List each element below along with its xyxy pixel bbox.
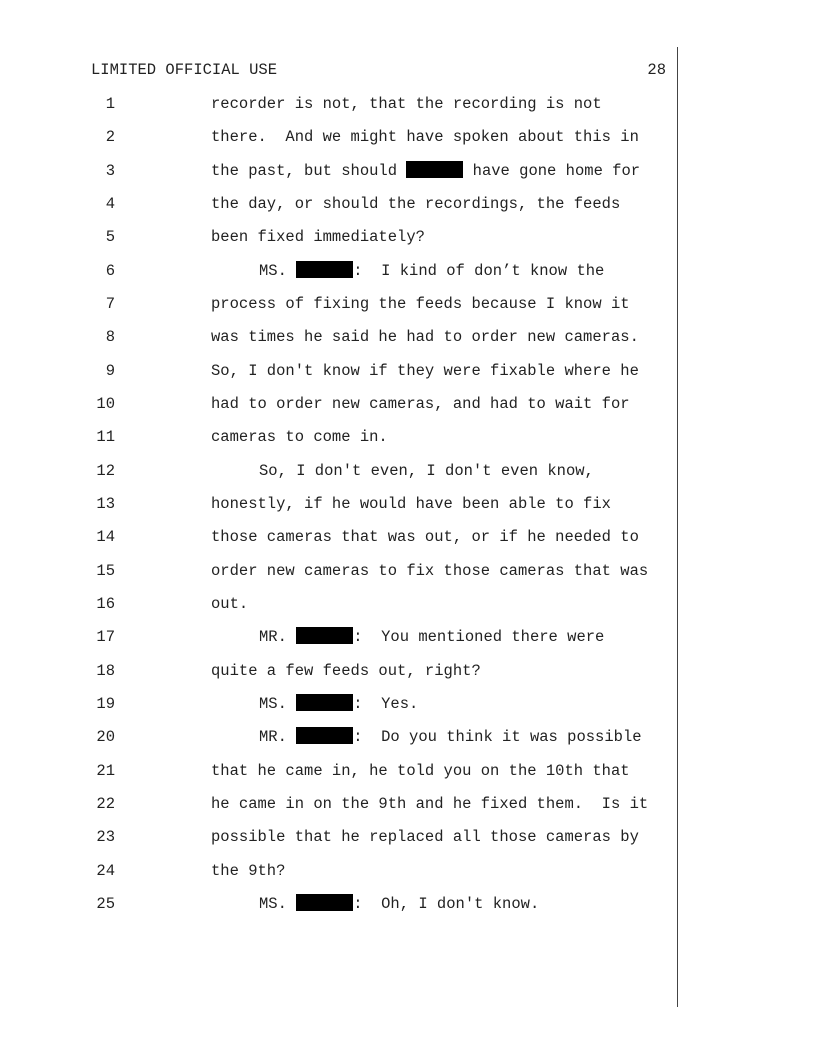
line-text: been fixed immediately? bbox=[211, 228, 425, 247]
line-number: 12 bbox=[96, 461, 115, 480]
line-text: the day, or should the recordings, the feeds bbox=[211, 194, 621, 213]
line-text: he came in on the 9th and he fixed them. Is it bbox=[211, 794, 649, 813]
classification-header: LIMITED OFFICIAL USE bbox=[91, 61, 278, 79]
line-text bbox=[211, 161, 640, 181]
transcript-line bbox=[0, 827, 816, 860]
line-number: 7 bbox=[105, 294, 115, 313]
line-text-after: have gone home for bbox=[463, 161, 641, 180]
transcript-line bbox=[0, 761, 816, 794]
line-text: recorder is not, that the recording is not bbox=[211, 95, 602, 113]
page-number: 28 bbox=[647, 61, 666, 79]
line-text: there. And we might have spoken about this in bbox=[211, 128, 639, 147]
redaction-box bbox=[406, 161, 463, 178]
line-number: 8 bbox=[105, 328, 115, 347]
line-text: So, I don't know if they were fixable where he bbox=[211, 361, 639, 380]
speaker-line bbox=[259, 261, 604, 281]
line-number: 23 bbox=[96, 828, 115, 847]
line-number: 10 bbox=[96, 394, 115, 413]
speaker-line bbox=[259, 894, 539, 914]
line-number: 2 bbox=[105, 128, 115, 147]
line-number: 11 bbox=[96, 428, 115, 447]
line-number: 19 bbox=[96, 694, 115, 713]
transcript-line bbox=[0, 661, 816, 694]
redaction-box bbox=[296, 694, 353, 711]
line-text: possible that he replaced all those cameras by bbox=[211, 828, 639, 847]
line-text: honestly, if he would have been able to fix bbox=[211, 494, 611, 513]
line-number: 4 bbox=[105, 194, 115, 213]
transcript-line bbox=[0, 861, 816, 894]
transcript-line bbox=[0, 261, 816, 294]
redaction-box bbox=[296, 727, 353, 744]
line-number: 15 bbox=[96, 561, 115, 580]
transcript-line bbox=[0, 527, 816, 560]
line-text: those cameras that was out, or if he needed to bbox=[211, 528, 639, 547]
line-number: 1 bbox=[105, 95, 115, 113]
line-text: order new cameras to fix those cameras that was bbox=[211, 561, 649, 580]
transcript-line bbox=[0, 394, 816, 427]
line-text: cameras to come in. bbox=[211, 428, 388, 447]
line-text-after: : Yes. bbox=[353, 694, 419, 713]
speaker-prefix: MR. bbox=[259, 728, 297, 747]
redaction-box bbox=[296, 627, 353, 644]
redaction-box bbox=[296, 261, 353, 278]
line-text: So, I don't even, I don't even know, bbox=[259, 461, 594, 480]
line-number: 9 bbox=[105, 361, 115, 380]
transcript-line bbox=[0, 727, 816, 760]
line-number: 16 bbox=[96, 594, 115, 613]
speaker-prefix: MS. bbox=[259, 894, 297, 913]
transcript-line bbox=[0, 494, 816, 527]
line-text: out. bbox=[211, 594, 249, 613]
line-number: 21 bbox=[96, 761, 115, 780]
transcript-body bbox=[0, 94, 816, 927]
line-text: that he came in, he told you on the 10th that bbox=[211, 761, 630, 780]
line-text-after: : Do you think it was possible bbox=[353, 728, 642, 747]
line-number: 6 bbox=[105, 261, 115, 280]
transcript-line bbox=[0, 794, 816, 827]
speaker-prefix: MR. bbox=[259, 628, 297, 647]
transcript-line bbox=[0, 561, 816, 594]
line-number: 13 bbox=[96, 494, 115, 513]
transcript-line bbox=[0, 694, 816, 727]
line-number: 20 bbox=[96, 728, 115, 747]
transcript-line bbox=[0, 894, 816, 927]
line-text-after: : I kind of don’t know the bbox=[353, 261, 605, 280]
line-number: 17 bbox=[96, 628, 115, 647]
line-text: the 9th? bbox=[211, 861, 286, 880]
transcript-line bbox=[0, 361, 816, 394]
line-number: 14 bbox=[96, 528, 115, 547]
line-number: 5 bbox=[105, 228, 115, 247]
speaker-line bbox=[259, 727, 642, 747]
speaker-prefix: MS. bbox=[259, 694, 297, 713]
transcript-line bbox=[0, 427, 816, 460]
transcript-line bbox=[0, 127, 816, 160]
redaction-box bbox=[296, 894, 353, 911]
line-text-before: the past, but should bbox=[211, 161, 407, 180]
line-number: 22 bbox=[96, 794, 115, 813]
speaker-line bbox=[259, 627, 604, 647]
transcript-line bbox=[0, 327, 816, 360]
transcript-line bbox=[0, 227, 816, 260]
transcript-line bbox=[0, 594, 816, 627]
transcript-line bbox=[0, 194, 816, 227]
line-text: was times he said he had to order new cameras. bbox=[211, 328, 639, 347]
line-text: process of fixing the feeds because I know it bbox=[211, 294, 630, 313]
line-text: quite a few feeds out, right? bbox=[211, 661, 481, 680]
line-number: 25 bbox=[96, 894, 115, 913]
transcript-line bbox=[0, 94, 816, 127]
line-number: 18 bbox=[96, 661, 115, 680]
speaker-prefix: MS. bbox=[259, 261, 297, 280]
speaker-line bbox=[259, 694, 418, 714]
transcript-line bbox=[0, 461, 816, 494]
line-text-after: : You mentioned there were bbox=[353, 628, 605, 647]
transcript-line bbox=[0, 161, 816, 194]
line-number: 3 bbox=[105, 161, 115, 180]
line-text-after: : Oh, I don't know. bbox=[353, 894, 540, 913]
line-number: 24 bbox=[96, 861, 115, 880]
transcript-line bbox=[0, 294, 816, 327]
line-text: had to order new cameras, and had to wait for bbox=[211, 394, 630, 413]
transcript-line bbox=[0, 627, 816, 660]
